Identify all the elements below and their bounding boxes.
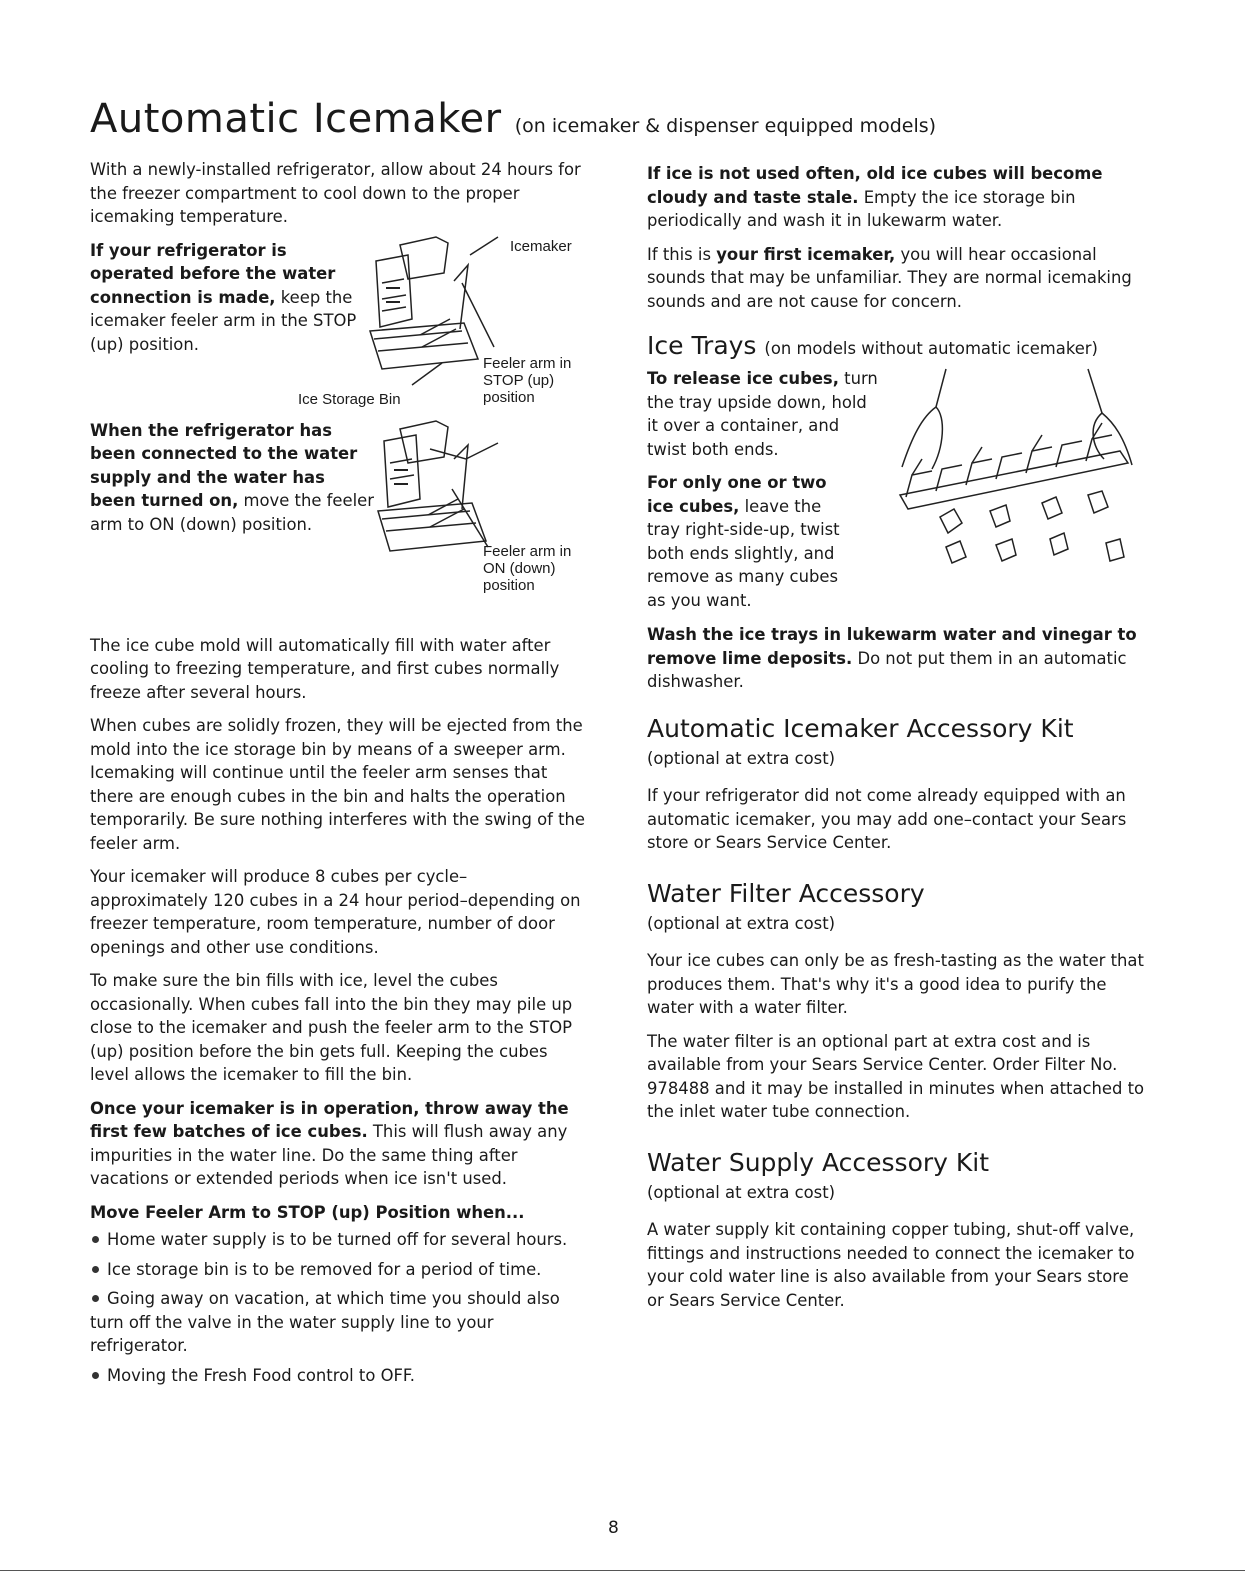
production-paragraph: Your icemaker will produce 8 cubes per cycle– approximately 120 cubes in a 24 hour period–depending on freezer temperature, room temperature, number of door openings and other use conditions. (90, 867, 581, 957)
one-two-cubes-paragraph: For only one or two ice cubes, leave the tray right-side-up, twist both ends slightly, and remove as many cubes as you want. (647, 473, 840, 610)
feeler-on-callout: Feeler arm in ON (down) position (483, 542, 572, 594)
page-number: 8 (608, 1518, 619, 1538)
water-filter-heading: Water Filter Accessory (647, 878, 925, 908)
water-filter-optional: (optional at extra cost) (647, 913, 836, 933)
water-supply-paragraph: A water supply kit containing copper tubing, shut-off valve, fittings and instructions needed to connect the icemaker to your cold water line is also available from your Sears store or Sears Service Center. (647, 1220, 1135, 1310)
feeler-stop-callout: Feeler arm in STOP (up) position (483, 354, 572, 406)
ice-trays-heading: Ice Trays (on models without automatic icemaker) (647, 331, 1098, 360)
bullet-item: Ice storage bin is to be removed for a period of time. (90, 1258, 590, 1282)
title-subtitle: (on icemaker & dispenser equipped models) (514, 115, 937, 137)
release-cubes-paragraph: To release ice cubes, turn the tray upside down, hold it over a container, and twist both ends. (647, 369, 878, 459)
water-filter-paragraph-1: Your ice cubes can only be as fresh-tasting as the water that produces them. That's why it's a good idea to purify the water with a water filter. (647, 951, 1144, 1017)
stale-ice-text: Empty the ice storage bin periodically and wash it in lukewarm water. (647, 187, 1076, 230)
throw-away-bold: Once your icemaker is in operation, throw away the first few batches of ice cubes. (90, 1098, 569, 1141)
bullet-item: Moving the Fresh Food control to OFF. (90, 1364, 590, 1388)
ice-trays-block (647, 367, 1147, 623)
stale-ice-bold: If ice is not used often, old ice cubes will become cloudy and taste stale. (647, 164, 1103, 207)
accessory-kit-heading: Automatic Icemaker Accessory Kit (647, 713, 1074, 743)
accessory-kit-paragraph: If your refrigerator did not come already equipped with an automatic icemaker, you may add one–contact your Sears store or Sears Service Center. (647, 786, 1127, 852)
water-supply-heading: Water Supply Accessory Kit (647, 1147, 990, 1177)
before-connection-paragraph (90, 239, 362, 357)
before-connection-bold: If your refrigerator is operated before the water connection is made, (90, 240, 336, 307)
move-feeler-heading: Move Feeler Arm to STOP (up) Position when... (90, 1202, 525, 1222)
before-connection-text: keep the icemaker feeler arm in the STOP (up) position. (90, 287, 357, 354)
eject-paragraph: When cubes are solidly frozen, they will be ejected from the mold into the ice storage bin by means of a sweeper arm. Icemaking will continue until the feeler arm senses that there are enough cubes in the bin and halts the operation temporarily. Be sure nothing interferes with the swing of the feeler arm. (90, 716, 586, 853)
ice-tray-illustration (892, 367, 1137, 587)
level-paragraph: To make sure the bin fills with ice, level the cubes occasionally. When cubes fall into the bin they may pile up close to the icemaker and push the feeler arm to the STOP (up) position before the bin gets full. Keeping the cubes level allows the icemaker to fill the bin. (90, 971, 573, 1084)
fill-paragraph: The ice cube mold will automatically fill with water after cooling to freezing temperature, and first cubes normally freeze after several hours. (90, 635, 560, 702)
water-supply-optional: (optional at extra cost) (647, 1182, 836, 1202)
wash-trays-paragraph: Wash the ice trays in lukewarm water and vinegar to remove lime deposits. Do not put them in an automatic dishwasher. (647, 625, 1137, 691)
throw-away-paragraph (90, 1097, 590, 1191)
after-connection-paragraph (90, 419, 375, 537)
bullet-item: Home water supply is to be turned off for several hours. (90, 1228, 590, 1252)
ice-storage-bin-callout: Ice Storage Bin (298, 390, 401, 408)
intro-paragraph: With a newly-installed refrigerator, allow about 24 hours for the freezer compartment to cool down to the proper icemaking temperature. (90, 160, 581, 226)
stale-ice-paragraph (647, 162, 1147, 233)
bottom-rule (0, 1570, 1245, 1571)
left-column (90, 158, 590, 1393)
first-icemaker-paragraph: If this is your first icemaker, you will hear occasional sounds that may be unfamiliar. They are normal icemaking sounds and are not cause for concern. (647, 244, 1132, 311)
title-main: Automatic Icemaker (90, 96, 502, 142)
water-filter-paragraph-2: The water filter is an optional part at extra cost and is available from your Sears Service Center. Order Filter No. 978488 and it may be installed in minutes when attached to the inlet water tube connection. (647, 1031, 1145, 1121)
after-connection-bold: When the refrigerator has been connected to the water supply and the water has been turned on, (90, 420, 358, 510)
before-connection-block (90, 239, 590, 419)
icemaker-callout: Icemaker (510, 237, 572, 255)
bullet-item: Going away on vacation, at which time you should also turn off the valve in the water supply line to your refrigerator. (90, 1289, 560, 1355)
page-title (90, 96, 936, 142)
after-connection-block (90, 419, 590, 634)
after-connection-text: move the feeler arm to ON (down) position. (90, 491, 374, 534)
accessory-kit-optional: (optional at extra cost) (647, 748, 836, 768)
throw-away-text: This will flush away any impurities in the water line. Do the same thing after vacations or extended periods when ice isn't used. (90, 1122, 568, 1188)
right-column (647, 162, 1147, 1322)
